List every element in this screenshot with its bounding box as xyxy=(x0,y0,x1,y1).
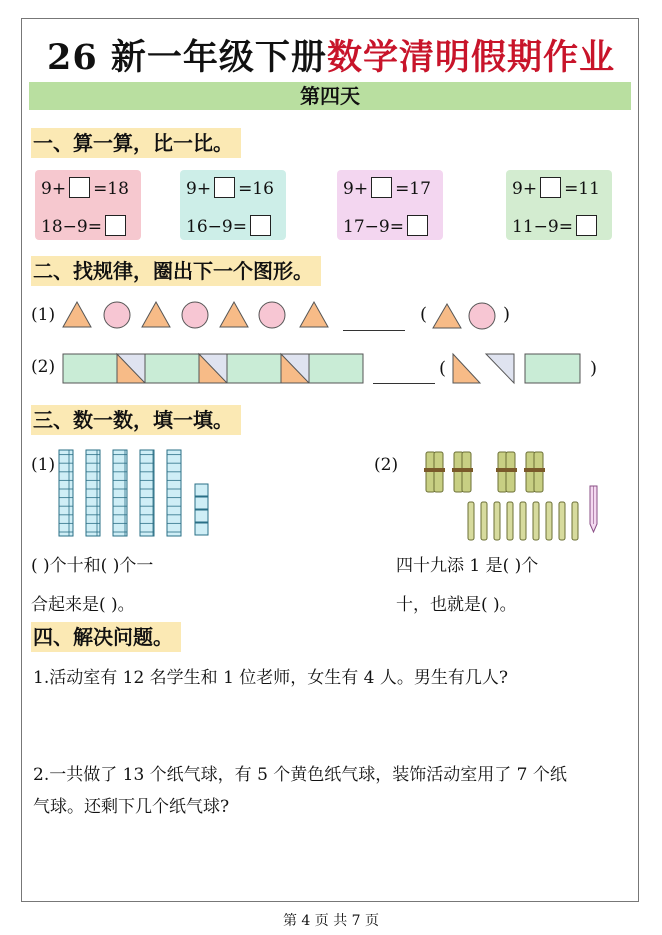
single-stick xyxy=(468,502,474,540)
answer-box[interactable] xyxy=(214,177,235,198)
triangle-option xyxy=(433,304,461,328)
triangle-option-blue xyxy=(486,354,514,383)
triangle-shape xyxy=(63,302,91,327)
option-shapes-2[interactable] xyxy=(450,352,586,386)
unit-cube xyxy=(195,484,208,496)
page-footer: 第 4 页 共 7 页 xyxy=(282,913,380,929)
problem-2-line-1: 2.一共做了 13 个纸气球，有 5 个黄色纸气球，装饰活动室用了 7 个纸 xyxy=(33,765,567,785)
pattern-row-1 xyxy=(60,298,360,334)
fill-right-line-2: 十，也就是( )。 xyxy=(396,595,517,615)
fill-left-line-1: ( )个十和( )个一 xyxy=(31,556,154,576)
calc-card-2: 9+ =16 16−9= xyxy=(180,170,286,240)
calc-card-3: 9+ =17 17−9= xyxy=(337,170,443,240)
answer-box[interactable] xyxy=(407,215,428,236)
ten-rod xyxy=(167,450,181,536)
single-stick xyxy=(572,502,578,540)
paren-open: ( xyxy=(420,304,428,325)
answer-blank[interactable] xyxy=(373,383,435,384)
q-label: (1) xyxy=(31,305,56,325)
calc-card-1: 9+ =18 18−9= xyxy=(35,170,141,240)
paren-close: ) xyxy=(503,304,511,325)
paren-close: ) xyxy=(590,358,598,379)
answer-box[interactable] xyxy=(105,215,126,236)
answer-box[interactable] xyxy=(576,215,597,236)
rectangle-shape xyxy=(309,354,363,383)
counting-rods-tens xyxy=(55,446,215,542)
answer-box[interactable] xyxy=(540,177,561,198)
circle-shape xyxy=(104,302,130,328)
single-stick xyxy=(481,502,487,540)
circle-option xyxy=(469,303,495,329)
ten-rod xyxy=(140,450,154,536)
single-stick xyxy=(507,502,513,540)
single-stick xyxy=(533,502,539,540)
single-stick xyxy=(494,502,500,540)
unit-cube xyxy=(195,510,208,522)
q-label: (1) xyxy=(31,455,56,475)
fill-left-line-2: 合起来是( )。 xyxy=(31,595,135,615)
answer-box[interactable] xyxy=(250,215,271,236)
problem-2-line-2: 气球。还剩下几个纸气球? xyxy=(33,797,230,817)
answer-blank[interactable] xyxy=(343,330,405,331)
title-part-1: 26 新一年级下册 xyxy=(47,37,327,78)
section-3-title: 三、数一数，填一填。 xyxy=(31,405,241,435)
title-part-2: 数学清明假期作业 xyxy=(326,37,615,78)
section-4-title: 四、解决问题。 xyxy=(31,622,181,652)
single-stick xyxy=(546,502,552,540)
pattern-row-2 xyxy=(62,352,367,386)
calc-card-4: 9+ =11 11−9= xyxy=(506,170,612,240)
day-label: 第四天 xyxy=(29,82,631,110)
section-1-title: 一、算一算，比一比。 xyxy=(31,128,241,158)
paren-open: ( xyxy=(439,358,447,379)
unit-cube xyxy=(195,523,208,535)
pencil-icon xyxy=(590,486,597,532)
rectangle-option xyxy=(525,354,580,383)
unit-cube xyxy=(195,497,208,509)
triangle-shape xyxy=(142,302,170,327)
triangle-shape xyxy=(220,302,248,327)
ten-rod xyxy=(59,450,73,536)
page-title xyxy=(0,30,662,80)
ten-rod xyxy=(113,450,127,536)
answer-box[interactable] xyxy=(371,177,392,198)
ten-rod xyxy=(86,450,100,536)
rectangle-shape xyxy=(63,354,117,383)
q-label: (2) xyxy=(374,455,399,475)
section-2-title: 二、找规律，圈出下一个图形。 xyxy=(31,256,321,286)
sticks-bundles xyxy=(420,446,610,542)
circle-shape xyxy=(182,302,208,328)
circle-shape xyxy=(259,302,285,328)
problem-1: 1.活动室有 12 名学生和 1 位老师，女生有 4 人。男生有几人? xyxy=(33,668,509,688)
triangle-option xyxy=(453,354,480,383)
fill-right-line-1: 四十九添 1 是( )个 xyxy=(396,556,539,576)
rectangle-shape xyxy=(145,354,199,383)
rectangle-shape xyxy=(227,354,281,383)
answer-box[interactable] xyxy=(69,177,90,198)
single-stick xyxy=(520,502,526,540)
q-label: (2) xyxy=(31,357,56,377)
single-stick xyxy=(559,502,565,540)
triangle-shape xyxy=(300,302,328,327)
option-shapes-1[interactable] xyxy=(430,300,500,334)
